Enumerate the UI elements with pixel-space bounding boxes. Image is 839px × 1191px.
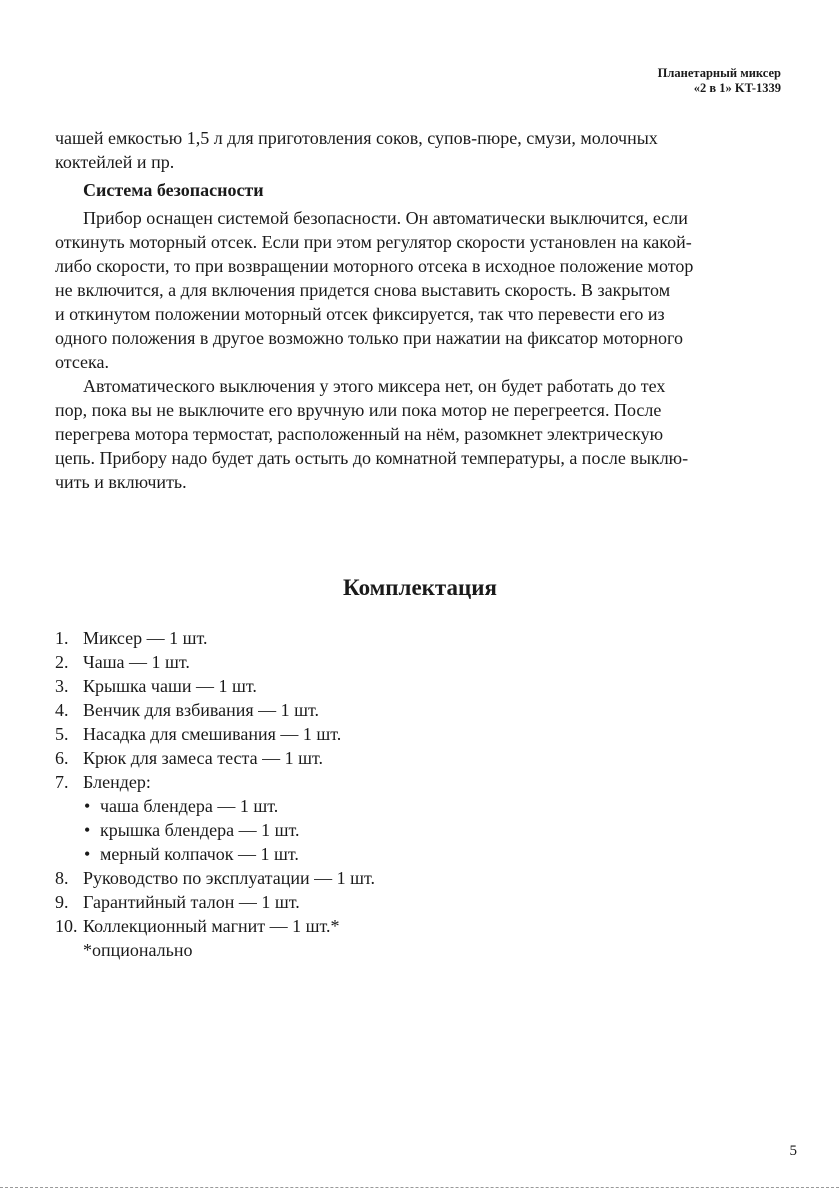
item-number: 8. (55, 868, 69, 888)
kit-list (55, 626, 775, 794)
paragraph-line: перегрева мотора термостат, расположенный на нём, разомкнет электрическую (55, 424, 664, 444)
item-text: Гарантийный талон — 1 шт. (83, 892, 300, 912)
item-number: 2. (55, 652, 69, 672)
paragraph-line: пор, пока вы не выключите его вручную или пока мотор не перегреется. После (55, 400, 662, 420)
list-item (55, 698, 775, 722)
item-text: Миксер — 1 шт. (83, 628, 208, 648)
list-item (55, 626, 775, 650)
item-number: 3. (55, 676, 69, 696)
intro-line: коктейлей и пр. (55, 152, 175, 172)
list-item (55, 650, 775, 674)
item-number: 5. (55, 724, 69, 744)
item-text: Крюк для замеса теста — 1 шт. (83, 748, 323, 768)
list-item (55, 890, 775, 914)
bullet-icon: • (84, 796, 91, 816)
paragraph-line: откинуть моторный отсек. Если при этом регулятор скорости установлен на какой- (55, 232, 692, 252)
item-text: Блендер: (83, 772, 151, 792)
running-header (658, 66, 781, 96)
safety-heading: Система безопасности (83, 180, 264, 200)
optional-note: *опционально (83, 940, 193, 960)
list-item (55, 674, 775, 698)
page-content (55, 126, 775, 962)
safety-paragraph-1 (55, 206, 775, 374)
bullet-icon: • (84, 820, 91, 840)
paragraph-line: Автоматического выключения у этого миксера нет, он будет работать до тех (83, 376, 666, 396)
bullet-icon: • (84, 844, 91, 864)
paragraph-line: Прибор оснащен системой безопасности. Он автоматически выключится, если (83, 208, 688, 228)
list-item (55, 746, 775, 770)
sublist-item (55, 794, 775, 818)
paragraph-line: одного положения в другое возможно только при нажатии на фиксатор моторного (55, 328, 683, 348)
kit-list-continued (55, 866, 775, 938)
item-number: 6. (55, 748, 69, 768)
paragraph-line: чить и включить. (55, 472, 187, 492)
paragraph-line: отсека. (55, 352, 110, 372)
header-model: «2 в 1» KT-1339 (693, 81, 781, 95)
page-number: 5 (789, 1143, 797, 1159)
safety-paragraph-2 (55, 374, 775, 494)
paragraph-line: либо скорости, то при возвращении моторного отсека в исходное положение мотор (55, 256, 694, 276)
intro-line: чашей емкостью 1,5 л для приготовления соков, супов-пюре, смузи, молочных (55, 128, 658, 148)
blender-sublist (55, 794, 775, 866)
item-text: Насадка для смешивания — 1 шт. (83, 724, 342, 744)
item-number: 7. (55, 772, 69, 792)
item-text: Крышка чаши — 1 шт. (83, 676, 257, 696)
paragraph-line: не включится, а для включения придется снова выставить скорость. В закрытом (55, 280, 671, 300)
sublist-text: чаша блендера — 1 шт. (100, 796, 279, 816)
sublist-text: крышка блендера — 1 шт. (100, 820, 300, 840)
header-title: Планетарный миксер (657, 66, 781, 80)
item-number: 9. (55, 892, 69, 912)
list-item (55, 914, 775, 938)
item-text: Руководство по эксплуатации — 1 шт. (83, 868, 375, 888)
item-text: Чаша — 1 шт. (83, 652, 190, 672)
sublist-item (55, 818, 775, 842)
page-bottom-divider (0, 1187, 839, 1188)
paragraph-line: цепь. Прибору надо будет дать остыть до комнатной температуры, а после выклю- (55, 448, 689, 468)
list-item (55, 866, 775, 890)
item-number: 10. (55, 916, 78, 936)
list-item (55, 722, 775, 746)
item-text: Коллекционный магнит — 1 шт.* (83, 916, 340, 936)
kit-title: Комплектация (343, 575, 497, 600)
item-number: 4. (55, 700, 69, 720)
item-number: 1. (55, 628, 69, 648)
item-text: Венчик для взбивания — 1 шт. (83, 700, 320, 720)
sublist-text: мерный колпачок — 1 шт. (100, 844, 299, 864)
list-item (55, 770, 775, 794)
sublist-item (55, 842, 775, 866)
paragraph-line: и откинутом положении моторный отсек фиксируется, так что перевести его из (55, 304, 665, 324)
